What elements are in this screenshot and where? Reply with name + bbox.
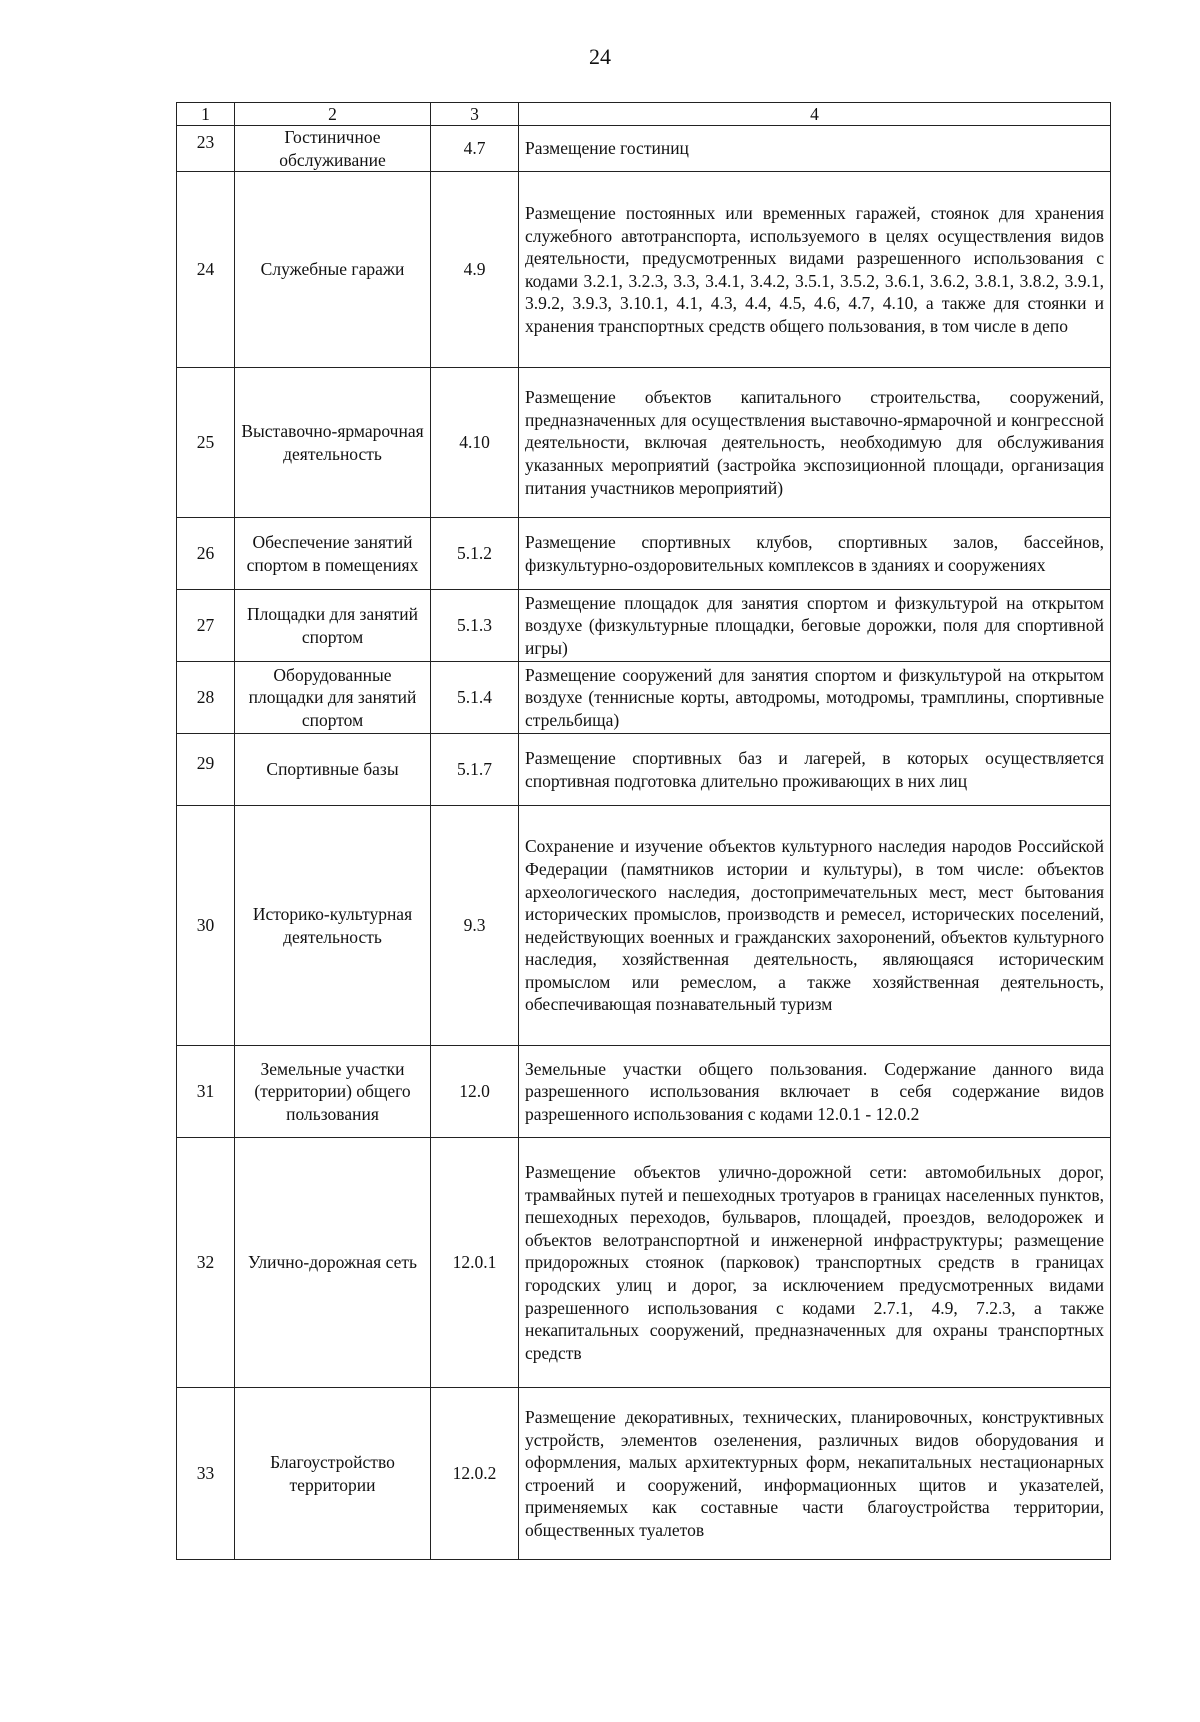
land-use-table bbox=[176, 102, 1111, 1560]
row-name: Служебные гаражи bbox=[235, 172, 431, 368]
row-name: Историко-культурная деятельность bbox=[235, 806, 431, 1046]
column-header-3: 3 bbox=[431, 103, 519, 126]
table-row bbox=[177, 590, 1111, 662]
row-name: Земельные участки (территории) общего пользования bbox=[235, 1046, 431, 1138]
column-header-4: 4 bbox=[519, 103, 1111, 126]
row-code: 5.1.2 bbox=[431, 518, 519, 590]
row-description: Размещение спортивных клубов, спортивных залов, бассейнов, физкультурно-оздоровительных комплексов в зданиях и сооружениях bbox=[519, 518, 1111, 590]
row-code: 5.1.7 bbox=[431, 734, 519, 806]
row-name: Площадки для занятий спортом bbox=[235, 590, 431, 662]
table-row bbox=[177, 806, 1111, 1046]
row-description: Размещение гостиниц bbox=[519, 126, 1111, 172]
row-description: Размещение объектов улично-дорожной сети: автомобильных дорог, трамвайных путей и пешеходных тротуаров в границах населенных пунктов, пешеходных переходов, бульваров, площадей, проездов, велодорожек и объектов велотранспортной и инженерной инфраструктуры; размещение придорожных стоянок (парковок) транспортных средств в границах городских улиц и дорог, за исключением предусмотренных видами разрешенного использования с кодами 2.7.1, 4.9, 7.2.3, а также некапитальных сооружений, предназначенных для охраны транспортных средств bbox=[519, 1138, 1111, 1388]
table-row bbox=[177, 734, 1111, 806]
row-description: Сохранение и изучение объектов культурного наследия народов Российской Федерации (памятников истории и культуры), в том числе: объектов археологического наследия, достопримечательных мест, мест бытования исторических промыслов, производств и ремесел, исторических поселений, недействующих военных и гражданских захоронений, объектов культурного наследия, хозяйственная деятельность, являющаяся историческим промыслом или ремеслом, а также хозяйственная деятельность, обеспечивающая познавательный туризм bbox=[519, 806, 1111, 1046]
row-number: 33 bbox=[177, 1388, 235, 1560]
row-name: Выставочно-ярмарочная деятельность bbox=[235, 368, 431, 518]
row-name: Обеспечение занятий спортом в помещениях bbox=[235, 518, 431, 590]
row-description: Размещение объектов капитального строительства, сооружений, предназначенных для осуществления выставочно-ярмарочной и конгрессной деятельности, включая деятельность, необходимую для обслуживания указанных мероприятий (застройка экспозиционной площади, организация питания участников мероприятий) bbox=[519, 368, 1111, 518]
row-code: 4.10 bbox=[431, 368, 519, 518]
column-header-1: 1 bbox=[177, 103, 235, 126]
row-code: 12.0.2 bbox=[431, 1388, 519, 1560]
row-description: Земельные участки общего пользования. Содержание данного вида разрешенного использования включает в себя содержание видов разрешенного использования с кодами 12.0.1 - 12.0.2 bbox=[519, 1046, 1111, 1138]
row-description: Размещение постоянных или временных гаражей, стоянок для хранения служебного автотранспорта, используемого в целях осуществления видов деятельности, предусмотренных видами разрешенного использования с кодами 3.2.1, 3.2.3, 3.3, 3.4.1, 3.4.2, 3.5.1, 3.5.2, 3.6.1, 3.6.2, 3.8.1, 3.8.2, 3.9.1, 3.9.2, 3.9.3, 3.10.1, 4.1, 4.3, 4.4, 4.5, 4.6, 4.7, 4.10, а также для стоянки и хранения транспортных средств общего пользования, в том числе в депо bbox=[519, 172, 1111, 368]
row-number: 28 bbox=[177, 662, 235, 734]
row-number: 29 bbox=[177, 734, 235, 806]
row-code: 12.0.1 bbox=[431, 1138, 519, 1388]
row-number: 30 bbox=[177, 806, 235, 1046]
page-number: 24 bbox=[589, 44, 611, 69]
table-row bbox=[177, 126, 1111, 172]
row-code: 4.9 bbox=[431, 172, 519, 368]
row-number: 27 bbox=[177, 590, 235, 662]
row-code: 5.1.3 bbox=[431, 590, 519, 662]
table-row bbox=[177, 1046, 1111, 1138]
row-number: 31 bbox=[177, 1046, 235, 1138]
column-header-2: 2 bbox=[235, 103, 431, 126]
row-number: 32 bbox=[177, 1138, 235, 1388]
row-description: Размещение сооружений для занятия спортом и физкультурой на открытом воздухе (теннисные корты, автодромы, мотодромы, трамплины, спортивные стрельбища) bbox=[519, 662, 1111, 734]
row-number: 26 bbox=[177, 518, 235, 590]
row-number: 23 bbox=[177, 126, 235, 172]
row-description: Размещение спортивных баз и лагерей, в которых осуществляется спортивная подготовка длительно проживающих в них лиц bbox=[519, 734, 1111, 806]
row-name: Благоустройство территории bbox=[235, 1388, 431, 1560]
table-row bbox=[177, 368, 1111, 518]
table-header-row bbox=[177, 103, 1111, 126]
table-row bbox=[177, 518, 1111, 590]
row-number: 25 bbox=[177, 368, 235, 518]
row-name: Спортивные базы bbox=[235, 734, 431, 806]
row-code: 5.1.4 bbox=[431, 662, 519, 734]
row-code: 9.3 bbox=[431, 806, 519, 1046]
row-description: Размещение декоративных, технических, планировочных, конструктивных устройств, элементов озеленения, различных видов оборудования и оформления, малых архитектурных форм, некапитальных нестационарных строений и сооружений, информационных щитов и указателей, применяемых как составные части благоустройства территории, общественных туалетов bbox=[519, 1388, 1111, 1560]
row-code: 4.7 bbox=[431, 126, 519, 172]
row-number: 24 bbox=[177, 172, 235, 368]
table-row bbox=[177, 172, 1111, 368]
row-code: 12.0 bbox=[431, 1046, 519, 1138]
table-row bbox=[177, 1388, 1111, 1560]
row-name: Гостиничное обслуживание bbox=[235, 126, 431, 172]
row-description: Размещение площадок для занятия спортом и физкультурой на открытом воздухе (физкультурные площадки, беговые дорожки, поля для спортивной игры) bbox=[519, 590, 1111, 662]
table-row bbox=[177, 662, 1111, 734]
table-row bbox=[177, 1138, 1111, 1388]
row-name: Оборудованные площадки для занятий спортом bbox=[235, 662, 431, 734]
row-name: Улично-дорожная сеть bbox=[235, 1138, 431, 1388]
